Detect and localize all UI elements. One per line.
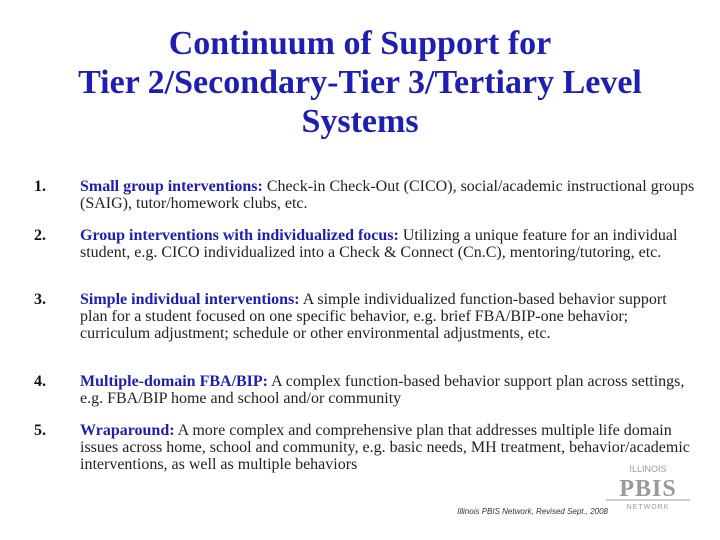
item-body: Check-in Check-Out (CICO), social/academic instructional groups (SAIG), tutor/homework clubs, etc. [80, 178, 695, 212]
item-lead: Group interventions with individualized focus: [80, 227, 399, 244]
item-body: A complex function-based behavior support plan across settings, e.g. FBA/BIP home and school and/or community [80, 373, 685, 407]
logo-top-text: ILLINOIS [629, 464, 667, 474]
item-body: A more complex and comprehensive plan that addresses multiple life domain issues across home, school and community, e.g. basic needs, MH treatment, behavior/academic interventions, as well as multiple behaviors [80, 422, 690, 473]
item-number: 4. [34, 373, 46, 390]
title-line-2: Tier 2/Secondary-Tier 3/Tertiary Level [78, 64, 642, 101]
logo-main-text: PBIS [619, 476, 677, 502]
item-text [80, 227, 696, 261]
logo-bottom-text: NETWORK [626, 504, 670, 511]
item-body: A simple individualized function-based behavior support plan for a student focused on one specific behavior, e.g. brief FBA/BIP-one behavior; curriculum adjustment; schedule or other environmental adjustments, etc. [80, 291, 667, 342]
item-number: 5. [34, 422, 46, 439]
item-number: 1. [34, 178, 46, 195]
item-text [80, 373, 696, 407]
item-number: 3. [34, 291, 46, 308]
illinois-pbis-network-logo [600, 462, 696, 512]
item-body: Utilizing a unique feature for an individual student, e.g. CICO individualized into a Check & Connect (Cn.C), mentoring/tutoring, etc. [80, 227, 678, 261]
title-line-3: Systems [301, 103, 419, 140]
item-number: 2. [34, 227, 46, 244]
item-lead: Simple individual interventions: [80, 291, 300, 308]
item-lead: Wraparound: [80, 422, 175, 439]
footer-credit: Illinois PBIS Network, Revised Sept., 2008 [457, 507, 608, 516]
title-line-1: Continuum of Support for [168, 25, 552, 62]
item-text [80, 178, 696, 212]
item-lead: Small group interventions: [80, 178, 263, 195]
item-text [80, 291, 696, 342]
item-lead: Multiple-domain FBA/BIP: [80, 373, 269, 390]
